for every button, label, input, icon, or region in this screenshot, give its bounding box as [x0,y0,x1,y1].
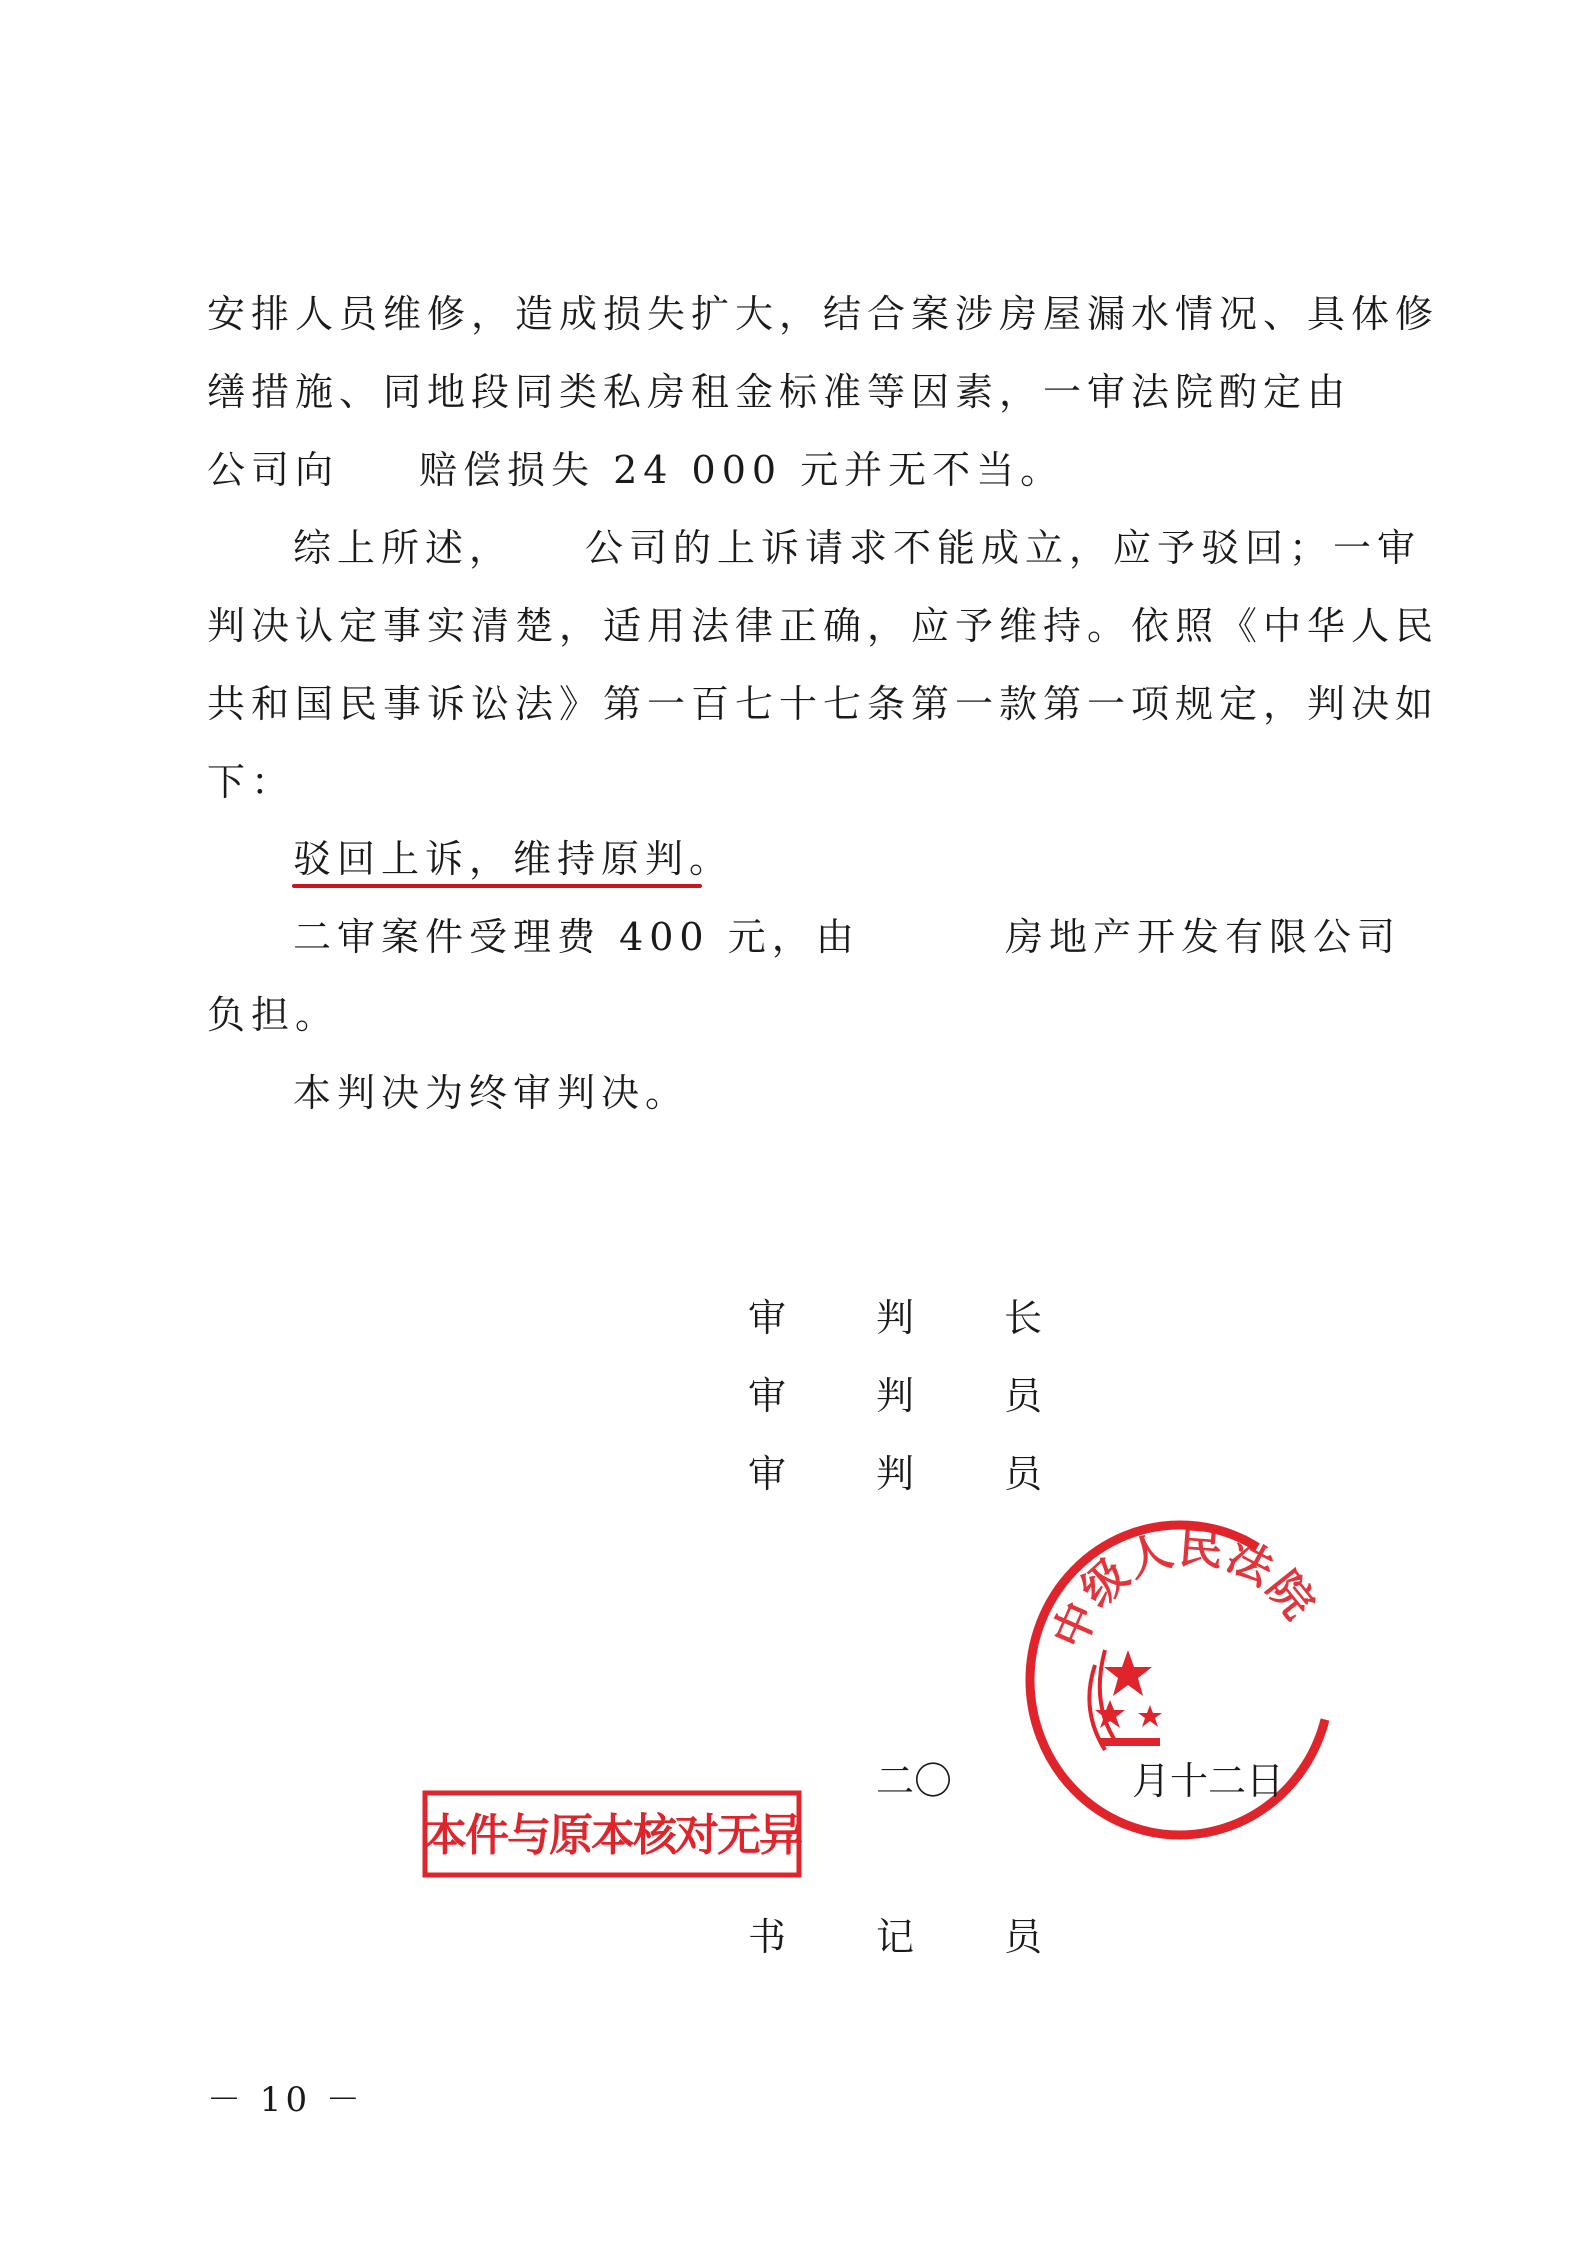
signature-char: 员 [1004,1452,1043,1496]
signature-judge [748,1451,1068,1497]
signature-char: 书 [748,1915,787,1959]
court-seal-text: 中级人民法院 [1043,1522,1326,1656]
signature-char: 审 [748,1452,787,1496]
signature-presiding-judge [748,1295,1068,1341]
signature-char: 记 [876,1915,915,1959]
judgment-verdict: 驳回上诉，维持原判。 [293,837,734,881]
verification-stamp-text: 本件与原本核对无异 [423,1810,801,1861]
signature-char: 判 [876,1374,915,1418]
text-segment: 综上所述， [293,526,514,570]
signature-char: 员 [1004,1915,1043,1959]
text-segment: 公司的上诉请求不能成立，应予驳回；一审 [585,526,1422,570]
signature-char: 审 [748,1374,787,1418]
text-segment: 公司向 [207,448,340,492]
verification-stamp [422,1790,802,1878]
date-day: 月十二日 [1132,1759,1285,1803]
body-line: 缮措施、同地段同类私房租金标准等因素，一审法院酌定由 [207,370,1352,414]
page-number: － 10 － [207,2080,364,2120]
body-line: 本判决为终审判决。 [293,1071,690,1115]
signature-char: 长 [1004,1296,1043,1340]
signature-char: 员 [1004,1374,1043,1418]
signature-char: 审 [748,1296,787,1340]
signature-judge [748,1373,1068,1419]
body-line: 安排人员维修，造成损失扩大，结合案涉房屋漏水情况、具体修 [207,292,1440,336]
text-segment: 二审案件受理费 400 元，由 [293,915,860,959]
svg-text:中级人民法院 [1044,1522,1326,1656]
text-segment: 房地产开发有限公司 [1005,915,1402,959]
verdict-underline [292,884,702,888]
body-line: 判决认定事实清楚，适用法律正确，应予维持。依照《中华人民 [207,604,1440,648]
body-line: 共和国民事诉讼法》第一百七十七条第一款第一项规定，判决如 [207,682,1440,726]
signature-clerk [748,1914,1068,1960]
signature-char: 判 [876,1296,915,1340]
body-line: 负担。 [207,993,340,1037]
text-segment: 赔偿损失 24 000 元并无不当。 [419,448,1065,492]
date-year: 二〇 [876,1759,953,1803]
signature-char: 判 [876,1452,915,1496]
body-line: 下： [207,760,296,804]
